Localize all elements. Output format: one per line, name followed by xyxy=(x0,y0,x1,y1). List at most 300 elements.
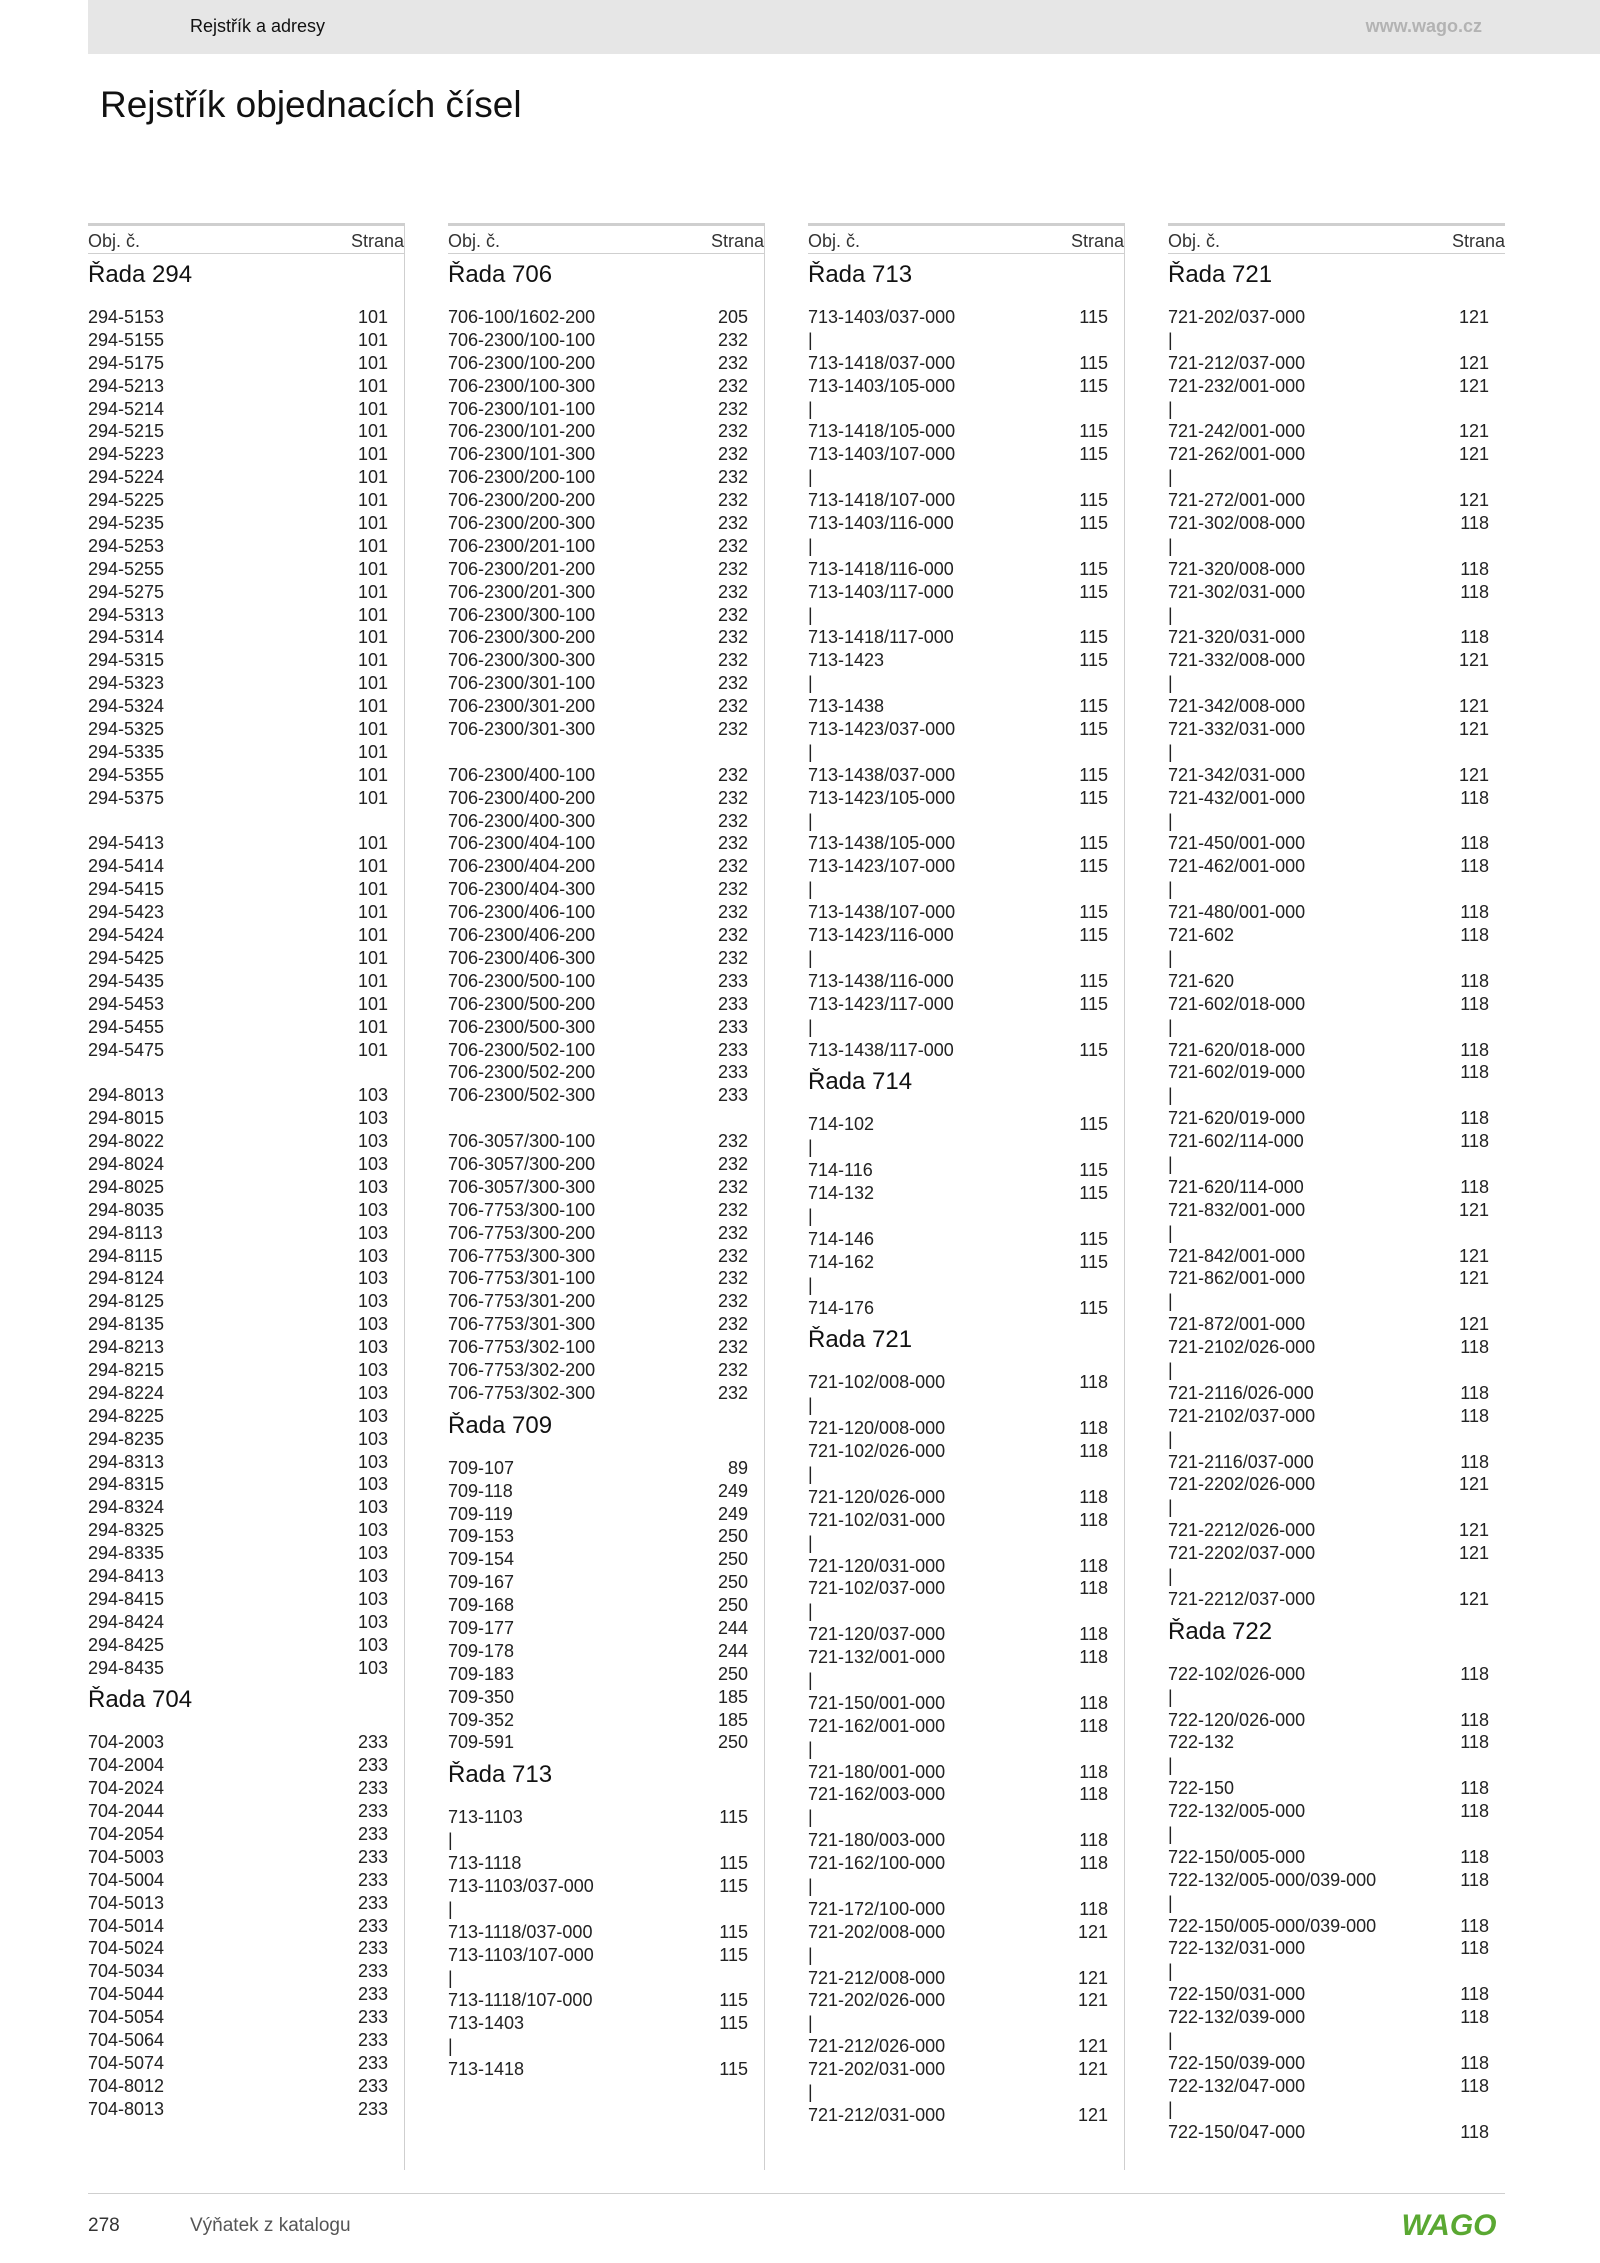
index-row xyxy=(1168,2098,1505,2121)
page-ref: 121 xyxy=(1458,764,1489,785)
order-number: | xyxy=(808,2013,813,2034)
index-row xyxy=(1168,1754,1505,1777)
order-number: 706-2300/200-300 xyxy=(448,513,596,534)
index-row xyxy=(1168,672,1505,695)
page-ref: 103 xyxy=(357,1153,388,1174)
order-number: 721-2102/037-000 xyxy=(1168,1405,1316,1426)
page-ref: 115 xyxy=(1079,925,1108,946)
page-ref: 103 xyxy=(357,1405,388,1426)
page-ref: 121 xyxy=(1458,421,1489,442)
order-number: 294-8135 xyxy=(88,1314,165,1335)
index-row xyxy=(1168,2052,1505,2075)
index-row xyxy=(448,1967,764,1990)
index-row xyxy=(1168,1588,1505,1611)
order-number: 721-172/100-000 xyxy=(808,1898,946,1919)
page-ref: 101 xyxy=(357,375,388,396)
order-number: 706-2300/100-200 xyxy=(448,352,596,373)
page-ref: 118 xyxy=(1079,1441,1108,1462)
page-ref: 233 xyxy=(357,1801,388,1822)
order-number: | xyxy=(1168,1222,1173,1243)
index-row xyxy=(88,1107,404,1130)
page-ref: 101 xyxy=(357,398,388,419)
index-row xyxy=(808,1852,1124,1875)
page-ref: 118 xyxy=(1079,1715,1108,1736)
order-number: | xyxy=(1168,1686,1173,1707)
index-row xyxy=(88,1983,404,2006)
index-row xyxy=(1168,787,1505,810)
order-number: 294-5423 xyxy=(88,902,165,923)
page-ref: 232 xyxy=(717,1382,748,1403)
index-row xyxy=(1168,1892,1505,1915)
order-number: 294-5155 xyxy=(88,329,165,350)
page-ref: 118 xyxy=(1079,1418,1108,1439)
index-row xyxy=(88,1451,404,1474)
page-ref: 121 xyxy=(1077,1967,1108,1988)
index-row xyxy=(808,306,1124,329)
index-row xyxy=(448,581,764,604)
index-row xyxy=(88,1199,404,1222)
page-ref: 244 xyxy=(717,1617,748,1638)
page-ref: 118 xyxy=(1460,1382,1489,1403)
index-row xyxy=(808,741,1124,764)
page-title: Rejstřík objednacích čísel xyxy=(100,84,522,125)
page-ref: 233 xyxy=(717,970,748,991)
page-ref: 233 xyxy=(357,2030,388,2051)
index-row xyxy=(1168,832,1505,855)
order-number: 721-450/001-000 xyxy=(1168,833,1306,854)
footer-divider xyxy=(88,2193,1505,2194)
page-ref: 101 xyxy=(357,1039,388,1060)
index-row xyxy=(448,1336,764,1359)
order-number: | xyxy=(1168,604,1173,625)
page-ref: 233 xyxy=(357,2052,388,2073)
page-ref: 121 xyxy=(1458,352,1489,373)
index-row xyxy=(808,1274,1124,1297)
page-ref: 232 xyxy=(717,925,748,946)
site-url[interactable]: www.wago.cz xyxy=(1365,16,1482,36)
order-number: 713-1438/037-000 xyxy=(808,764,956,785)
index-row xyxy=(448,1176,764,1199)
page-ref: 101 xyxy=(357,925,388,946)
index-row xyxy=(88,604,404,627)
order-number: 294-5313 xyxy=(88,604,165,625)
order-number: 294-5235 xyxy=(88,513,165,534)
order-number: 721-202/031-000 xyxy=(808,2059,946,2080)
index-row xyxy=(1168,1336,1505,1359)
page-ref: 115 xyxy=(1079,421,1108,442)
index-row xyxy=(88,1960,404,1983)
order-number: 706-2300/400-200 xyxy=(448,787,596,808)
order-number: | xyxy=(1168,1565,1173,1586)
order-number: | xyxy=(808,2082,813,2103)
order-number: 294-5413 xyxy=(88,833,165,854)
order-number: 722-132/047-000 xyxy=(1168,2075,1306,2096)
order-number: 721-872/001-000 xyxy=(1168,1314,1306,1335)
series-group xyxy=(1168,1615,1505,2144)
order-number: 704-2004 xyxy=(88,1755,165,1776)
page-ref: 101 xyxy=(357,879,388,900)
index-row xyxy=(808,558,1124,581)
page-ref: 118 xyxy=(1079,1624,1108,1645)
index-row xyxy=(1168,1107,1505,1130)
page-ref: 185 xyxy=(717,1709,748,1730)
index-row xyxy=(448,810,764,833)
index-row xyxy=(1168,1823,1505,1846)
order-number: 704-2024 xyxy=(88,1778,165,1799)
page-ref: 115 xyxy=(1079,696,1108,717)
index-row xyxy=(88,1130,404,1153)
index-row xyxy=(88,398,404,421)
order-number: | xyxy=(448,1898,453,1919)
index-row xyxy=(808,1016,1124,1039)
index-row xyxy=(88,420,404,443)
order-number: 294-8215 xyxy=(88,1359,165,1380)
page-ref: 233 xyxy=(717,993,748,1014)
order-number: 706-2300/101-100 xyxy=(448,398,596,419)
series-title: Řada 706 xyxy=(448,261,553,288)
index-row xyxy=(88,649,404,672)
page-ref: 118 xyxy=(1460,1337,1489,1358)
index-row xyxy=(808,329,1124,352)
page-ref: 121 xyxy=(1458,1199,1489,1220)
page-ref: 101 xyxy=(357,902,388,923)
page-ref: 101 xyxy=(357,993,388,1014)
page-ref: 233 xyxy=(357,1755,388,1776)
order-number: 721-342/031-000 xyxy=(1168,764,1306,785)
page-ref: 121 xyxy=(1077,2104,1108,2125)
page-ref: 118 xyxy=(1079,1486,1108,1507)
order-number: 721-212/008-000 xyxy=(808,1967,946,1988)
index-row xyxy=(448,947,764,970)
index-row xyxy=(1168,420,1505,443)
order-number: 713-1403 xyxy=(448,2013,525,2034)
page-ref: 232 xyxy=(717,856,748,877)
index-row xyxy=(808,1136,1124,1159)
page-ref: 233 xyxy=(357,1892,388,1913)
page-ref: 121 xyxy=(1458,444,1489,465)
order-number: 721-2202/026-000 xyxy=(1168,1474,1316,1495)
page-ref: 103 xyxy=(357,1611,388,1632)
page-ref: 232 xyxy=(717,444,748,465)
index-row xyxy=(808,1251,1124,1274)
index-row xyxy=(808,1898,1124,1921)
column-header xyxy=(88,223,404,254)
column-header-order-no: Obj. č. xyxy=(88,231,141,251)
order-number: 709-591 xyxy=(448,1732,515,1753)
index-row xyxy=(1168,329,1505,352)
index-row xyxy=(88,764,404,787)
order-number: 294-8225 xyxy=(88,1405,165,1426)
page-ref: 118 xyxy=(1460,1801,1489,1822)
wago-logo xyxy=(1394,2208,1504,2240)
series-title: Řada 722 xyxy=(1168,1617,1273,1645)
page-ref: 233 xyxy=(357,1824,388,1844)
order-number: 721-242/001-000 xyxy=(1168,421,1306,442)
page-ref: 232 xyxy=(717,947,748,968)
index-row xyxy=(808,604,1124,627)
page-ref: 115 xyxy=(1079,764,1108,785)
order-number: 706-2300/406-200 xyxy=(448,925,596,946)
page-ref: 101 xyxy=(357,970,388,991)
index-row xyxy=(448,1617,764,1640)
order-number: 721-480/001-000 xyxy=(1168,902,1306,923)
index-row xyxy=(808,1761,1124,1784)
page-ref: 118 xyxy=(1460,1062,1489,1083)
order-number: 713-1103/107-000 xyxy=(448,1944,594,1965)
index-row xyxy=(448,1571,764,1594)
index-row xyxy=(808,398,1124,421)
order-number: 709-168 xyxy=(448,1595,515,1616)
order-number: 294-8335 xyxy=(88,1543,165,1564)
page-ref: 121 xyxy=(1458,375,1489,396)
order-number: 721-620/114-000 xyxy=(1168,1176,1304,1197)
page-ref: 103 xyxy=(357,1543,388,1564)
index-row xyxy=(448,443,764,466)
order-number: 713-1118 xyxy=(448,1853,522,1874)
page-ref: 121 xyxy=(1458,1245,1489,1266)
index-row xyxy=(1168,901,1505,924)
index-row xyxy=(1168,626,1505,649)
index-row xyxy=(88,512,404,535)
column-header-page: Strana xyxy=(1451,231,1505,251)
page-ref: 121 xyxy=(1458,490,1489,511)
page-ref: 115 xyxy=(1079,375,1108,396)
index-row xyxy=(1168,398,1505,421)
order-number: 294-5324 xyxy=(88,696,165,717)
index-row xyxy=(808,2035,1124,2058)
index-row xyxy=(88,672,404,695)
page-ref: 118 xyxy=(1460,1846,1489,1867)
index-row xyxy=(808,1532,1124,1555)
column-header-page: Strana xyxy=(710,231,764,251)
page-ref: 101 xyxy=(357,421,388,442)
order-number: 706-2300/300-200 xyxy=(448,627,596,648)
page-ref: 121 xyxy=(1077,2036,1108,2057)
index-row xyxy=(88,2029,404,2052)
order-number: 294-5415 xyxy=(88,879,165,900)
order-number: 706-2300/301-300 xyxy=(448,719,596,740)
order-number: | xyxy=(808,1738,813,1759)
order-number: 706-2300/201-100 xyxy=(448,535,596,556)
page-ref: 103 xyxy=(357,1176,388,1197)
order-number: | xyxy=(808,1137,813,1158)
page-ref: 232 xyxy=(717,1153,748,1174)
column-header xyxy=(808,223,1124,254)
page-ref: 232 xyxy=(717,1131,748,1152)
series-title: Řada 704 xyxy=(88,1686,193,1714)
order-number: | xyxy=(808,1532,813,1553)
order-number: | xyxy=(808,810,813,831)
page-ref: 101 xyxy=(357,856,388,877)
index-row xyxy=(1168,1663,1505,1686)
page-ref: 115 xyxy=(719,1944,748,1965)
index-row xyxy=(88,352,404,375)
order-number: | xyxy=(808,398,813,419)
order-number: 294-8424 xyxy=(88,1611,165,1632)
order-number: | xyxy=(808,1944,813,1965)
row-spacer xyxy=(448,1107,764,1130)
index-row xyxy=(448,1503,764,1526)
order-number: 704-5044 xyxy=(88,1984,165,2005)
order-number: 722-150/005-000/039-000 xyxy=(1168,1915,1377,1936)
index-row xyxy=(808,1715,1124,1738)
page-ref: 232 xyxy=(717,1359,748,1380)
index-row xyxy=(808,1944,1124,1967)
index-row xyxy=(808,1989,1124,2012)
index-row xyxy=(808,787,1124,810)
page-ref: 118 xyxy=(1460,1778,1489,1799)
index-row xyxy=(1168,1686,1505,1709)
order-number: 713-1438/107-000 xyxy=(808,902,956,923)
index-row xyxy=(808,1806,1124,1829)
page-ref: 250 xyxy=(717,1549,748,1570)
index-row xyxy=(88,558,404,581)
index-row xyxy=(808,1829,1124,1852)
order-number: | xyxy=(808,879,813,900)
index-row xyxy=(88,1176,404,1199)
page-ref: 115 xyxy=(1079,650,1108,671)
order-number: 721-120/008-000 xyxy=(808,1418,946,1439)
order-number: 706-2300/500-300 xyxy=(448,1016,596,1037)
index-row xyxy=(1168,1451,1505,1474)
index-column-1 xyxy=(88,223,405,2170)
order-number: 714-146 xyxy=(808,1228,875,1249)
order-number: 709-119 xyxy=(448,1503,513,1524)
order-number: 714-102 xyxy=(808,1114,875,1135)
order-number: 713-1423/107-000 xyxy=(808,856,956,877)
order-number: 294-5323 xyxy=(88,673,165,694)
order-number: 706-2300/301-100 xyxy=(448,673,596,694)
page-ref: 101 xyxy=(357,947,388,968)
page-ref: 118 xyxy=(1460,1176,1489,1197)
index-row xyxy=(808,764,1124,787)
page-ref: 118 xyxy=(1079,1784,1108,1805)
order-number: | xyxy=(1168,879,1173,900)
page-ref: 118 xyxy=(1079,1853,1108,1874)
column-header xyxy=(448,223,764,254)
order-number: 721-602/114-000 xyxy=(1168,1131,1304,1152)
index-row xyxy=(1168,1405,1505,1428)
order-number: 721-212/026-000 xyxy=(808,2036,946,2057)
index-row xyxy=(88,1542,404,1565)
index-row xyxy=(1168,1130,1505,1153)
order-number: 713-1438/117-000 xyxy=(808,1039,954,1060)
index-row xyxy=(88,1473,404,1496)
order-number: | xyxy=(1168,398,1173,419)
index-row xyxy=(1168,878,1505,901)
index-row xyxy=(88,1892,404,1915)
index-row xyxy=(1168,1176,1505,1199)
row-spacer xyxy=(448,741,764,764)
index-row xyxy=(448,993,764,1016)
index-row xyxy=(448,718,764,741)
index-row xyxy=(448,878,764,901)
index-row xyxy=(1168,993,1505,1016)
index-row xyxy=(88,1336,404,1359)
column-header-page: Strana xyxy=(350,231,404,251)
page-ref: 233 xyxy=(357,2007,388,2028)
page-ref: 232 xyxy=(717,810,748,831)
page-ref: 233 xyxy=(357,1778,388,1799)
order-number: 721-602 xyxy=(1168,925,1235,946)
page-ref: 101 xyxy=(357,833,388,854)
index-row xyxy=(88,1869,404,1892)
order-number: 722-150/031-000 xyxy=(1168,1984,1306,2005)
page-ref: 232 xyxy=(717,490,748,511)
order-number: 721-162/001-000 xyxy=(808,1715,946,1736)
order-number: 704-5003 xyxy=(88,1846,165,1867)
index-row xyxy=(448,1153,764,1176)
order-number: 721-620/019-000 xyxy=(1168,1108,1306,1129)
page-ref: 101 xyxy=(357,513,388,534)
order-number: 706-2300/502-100 xyxy=(448,1039,596,1060)
index-row xyxy=(1168,1960,1505,1983)
page-ref: 89 xyxy=(727,1457,748,1478)
index-row xyxy=(1168,535,1505,558)
order-number: 709-350 xyxy=(448,1686,515,1707)
order-number: 706-2300/404-300 xyxy=(448,879,596,900)
index-row xyxy=(808,718,1124,741)
page-ref: 185 xyxy=(717,1686,748,1707)
order-number: 294-8425 xyxy=(88,1634,165,1655)
order-number: 706-2300/502-200 xyxy=(448,1062,596,1083)
order-number: | xyxy=(1168,673,1173,694)
page-ref: 232 xyxy=(717,1291,748,1312)
index-row xyxy=(1168,1915,1505,1938)
index-row xyxy=(808,352,1124,375)
page-ref: 118 xyxy=(1460,2075,1489,2096)
order-number: | xyxy=(1168,1153,1173,1174)
index-row xyxy=(808,512,1124,535)
order-number: 722-132/031-000 xyxy=(1168,1938,1306,1959)
index-row xyxy=(1168,2121,1505,2144)
order-number: 713-1403/117-000 xyxy=(808,581,954,602)
index-row xyxy=(808,855,1124,878)
order-number: | xyxy=(1168,1291,1173,1312)
page-ref: 118 xyxy=(1079,1830,1108,1851)
index-row xyxy=(88,1084,404,1107)
index-row xyxy=(88,1428,404,1451)
index-row xyxy=(448,1245,764,1268)
index-row xyxy=(1168,1153,1505,1176)
index-row xyxy=(448,764,764,787)
order-number: 704-5054 xyxy=(88,2007,165,2028)
order-number: 294-8315 xyxy=(88,1474,165,1495)
column-header-order-no: Obj. č. xyxy=(808,231,861,251)
order-number: 706-2300/406-100 xyxy=(448,902,596,923)
order-number: | xyxy=(1168,810,1173,831)
index-row xyxy=(1168,1359,1505,1382)
page-ref: 101 xyxy=(357,467,388,488)
index-row xyxy=(808,443,1124,466)
index-row xyxy=(448,466,764,489)
page-ref: 115 xyxy=(1079,352,1108,373)
index-row xyxy=(88,1290,404,1313)
series-group xyxy=(88,1683,404,2120)
page-ref: 103 xyxy=(357,1291,388,1312)
order-number: 713-1418/037-000 xyxy=(808,352,956,373)
index-row xyxy=(88,1777,404,1800)
index-row xyxy=(448,1898,764,1921)
page-ref: 232 xyxy=(717,1245,748,1266)
page-ref: 103 xyxy=(357,1382,388,1403)
order-number: | xyxy=(808,535,813,556)
order-number: 294-5314 xyxy=(88,627,165,648)
page-ref: 101 xyxy=(357,352,388,373)
order-number: 714-132 xyxy=(808,1183,875,1204)
order-number: 706-7753/302-300 xyxy=(448,1382,596,1403)
page-ref: 121 xyxy=(1077,1921,1108,1942)
